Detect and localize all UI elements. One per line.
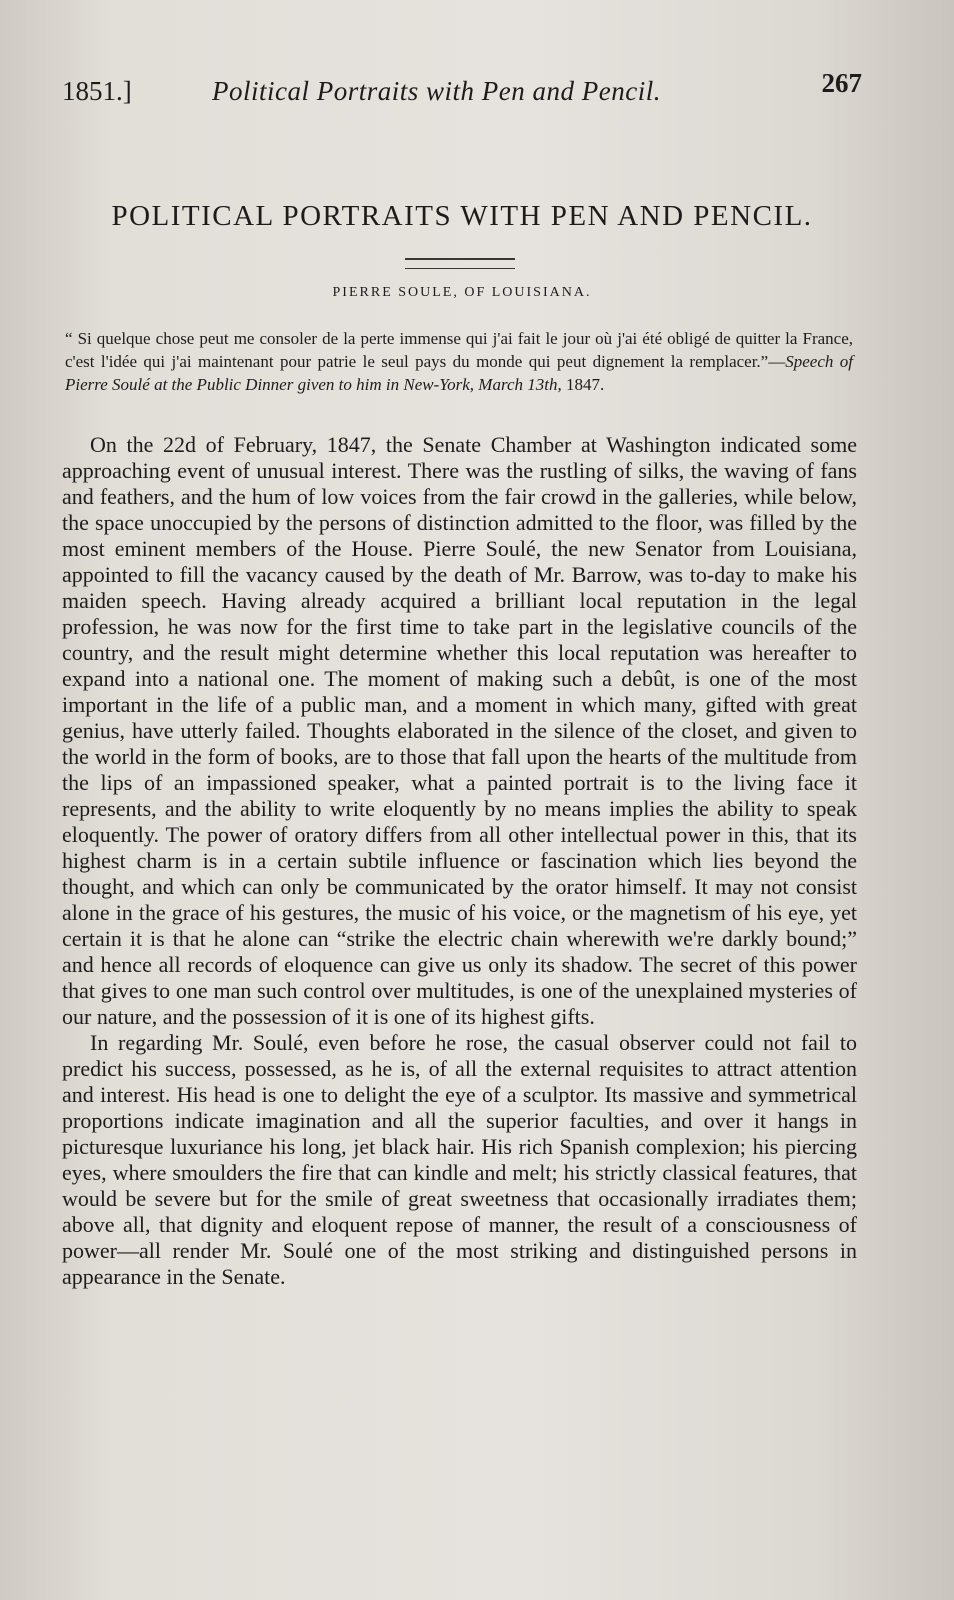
epigraph-year: 1847. [561,375,605,394]
page-number: 267 [821,68,862,98]
article-title: POLITICAL PORTRAITS WITH PEN AND PENCIL. [111,200,813,232]
title-divider [405,258,515,269]
article-subtitle: PIERRE SOULE, OF LOUISIANA. [332,285,592,300]
running-head-title: Political Portraits with Pen and Pencil. [212,76,661,106]
epigraph [65,327,853,396]
epigraph-attribution: Speech of Pierre Soulé at the Public Dinner given to him in New-York, March 13th, [65,352,854,394]
article-body [62,432,857,1290]
body-paragraph-2: In regarding Mr. Soulé, even before he rose, the casual observer could not fail to predict his success, possessed, as he is, of all the external requisites to attract attention and interest. His head is one to delight the eye of a sculptor. Its massive and symmetrical proportions indicate imagination and all the superior faculties, and over it hangs in picturesque luxuriance his long, jet black hair. His rich Spanish complexion; his piercing eyes, where smoulders the fire that can kindle and melt; his strictly classical features, that would be severe but for the smile of great sweetness that occasionally irradiates them; above all, that dignity and eloquent repose of manner, the result of a consciousness of power—all render Mr. Soulé one of the most striking and distinguished persons in appearance in the Senate. [62,1030,857,1289]
body-paragraph-1: On the 22d of February, 1847, the Senate Chamber at Washington indicated some approaching event of unusual interest. There was the rustling of silks, the waving of fans and feathers, and the hum of low voices from the fair crowd in the galleries, while below, the space unoccupied by the persons of distinction admitted to the floor, was filled by the most eminent members of the House. Pierre Soulé, the new Senator from Louisiana, appointed to fill the vacancy caused by the death of Mr. Barrow, was to-day to make his maiden speech. Having already acquired a brilliant local reputation in the legal profession, he was now for the first time to take part in the legislative councils of the country, and the result might determine whether this local reputation was hereafter to expand into a national one. The moment of making such a debût, is one of the most important in the life of a public man, and a moment in which many, gifted with great genius, have utterly failed. Thoughts elaborated in the silence of the closet, and given to the world in the form of books, are to those that fall upon the hearts of the multitude from the lips of an impassioned speaker, what a painted portrait is to the living face it represents, and the ability to write eloquently by no means implies the ability to speak eloquently. The power of oratory differs from all other intellectual power in this, that its highest charm is in a certain subtile influence or fascination which lies beyond the thought, and which can only be communicated by the orator himself. It may not consist alone in the grace of his gestures, the music of his voice, or the magnetism of his eye, yet certain it is that he alone can “strike the electric chain wherewith we're darkly bound;” and hence all records of eloquence can give us only its shadow. The secret of this power that gives to one man such control over multitudes, is one of the unexplained mysteries of our nature, and the possession of it is one of its highest gifts. [62,432,857,1029]
epigraph-quote: “ Si quelque chose peut me consoler de la perte immense qui j'ai fait le jour où j'ai été obligé de quitter la France, c'est l'idée qui j'ai maintenant pour patrie le seul pays du monde qui peut dignement la remplacer.”— [65,329,853,371]
running-head-year: 1851.] [62,76,132,106]
running-head [62,68,862,108]
